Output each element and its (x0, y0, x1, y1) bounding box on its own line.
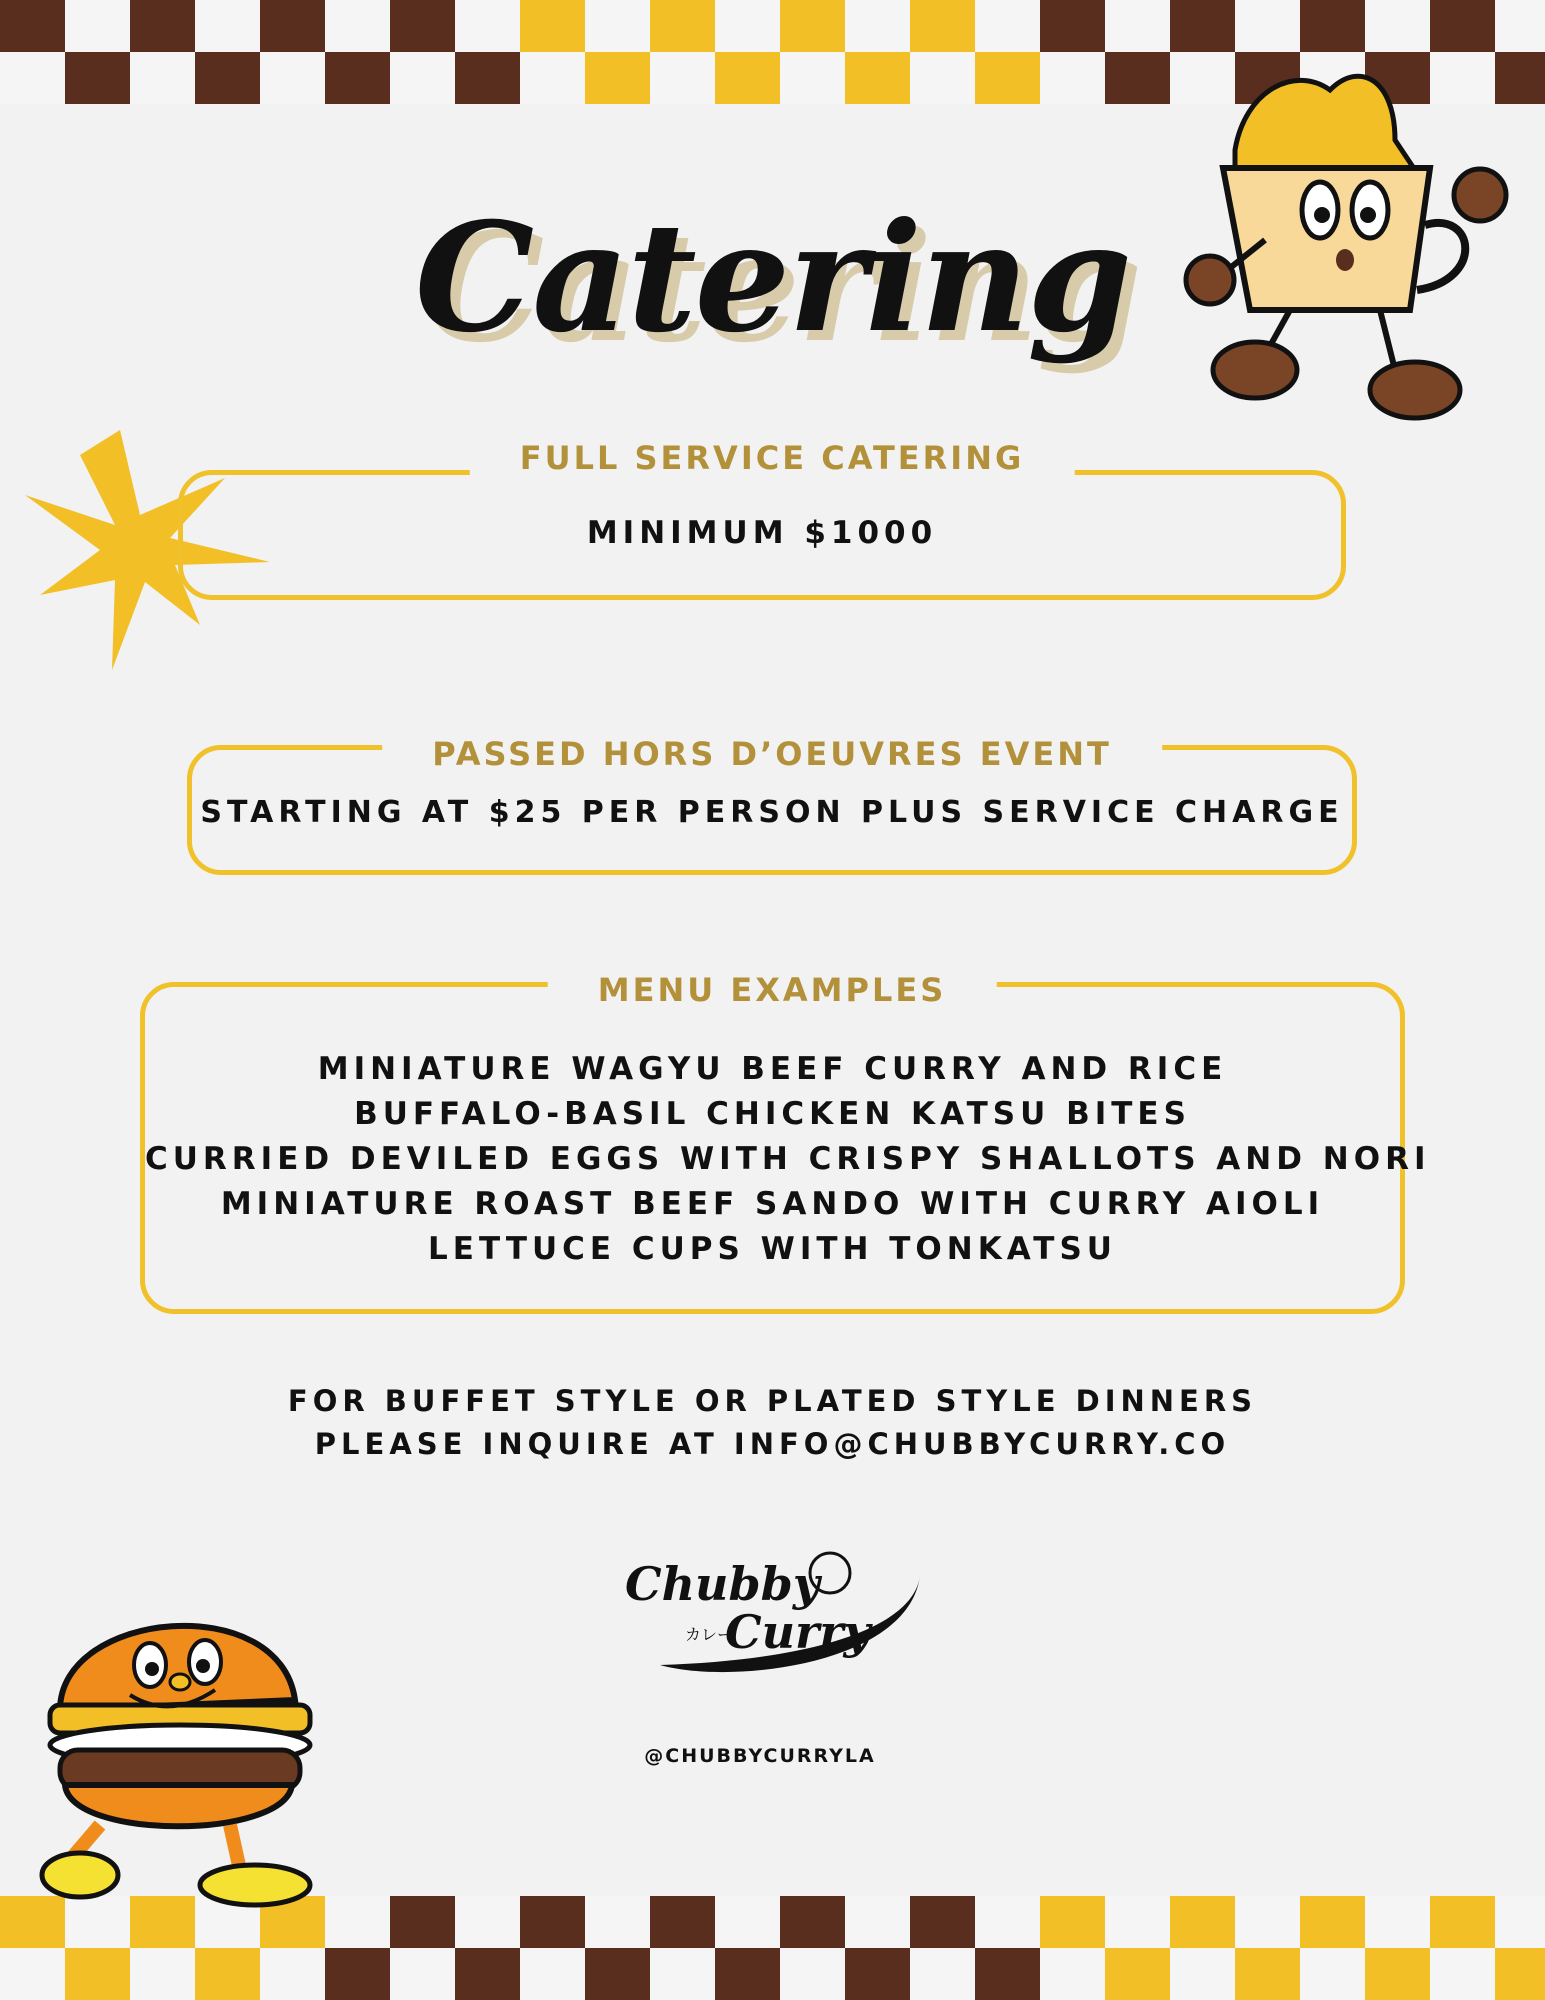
checker-square (195, 1948, 260, 2000)
checker-square (1365, 1948, 1430, 2000)
checker-square (650, 0, 715, 52)
checker-square (975, 52, 1040, 104)
checker-square (1040, 52, 1105, 104)
checker-square (845, 0, 910, 52)
checker-square (390, 1896, 455, 1948)
checker-square (1495, 1896, 1545, 1948)
checker-square (585, 0, 650, 52)
checker-square (845, 1896, 910, 1948)
checker-square (325, 1948, 390, 2000)
checker-square (1495, 1948, 1545, 2000)
checker-square (520, 0, 585, 52)
checker-square (845, 52, 910, 104)
checker-square (260, 1948, 325, 2000)
checker-square (1040, 1896, 1105, 1948)
checker-square (1235, 0, 1300, 52)
checker-square (130, 52, 195, 104)
checker-square (1235, 1896, 1300, 1948)
checker-square (1300, 1948, 1365, 2000)
checker-square (1430, 0, 1495, 52)
checker-square (1430, 1948, 1495, 2000)
checker-square (585, 1948, 650, 2000)
checker-square (455, 52, 520, 104)
logo-word-curry: Curry (725, 1605, 871, 1659)
checker-square (1040, 1948, 1105, 2000)
checker-square (780, 1896, 845, 1948)
checker-square (65, 1948, 130, 2000)
passed-hors-doeuvres-heading: PASSED HORS D’OEUVRES EVENT (382, 732, 1162, 776)
checker-square (455, 0, 520, 52)
checker-square (0, 0, 65, 52)
checker-square (1170, 1896, 1235, 1948)
mascot-burger-icon (30, 1570, 330, 1910)
checker-square (585, 52, 650, 104)
passed-hors-doeuvres-price: STARTING AT $25 PER PERSON PLUS SERVICE CHARGE (200, 795, 1344, 830)
checker-square (780, 52, 845, 104)
checker-square (975, 0, 1040, 52)
page-title: Catering (414, 190, 1131, 366)
checker-square (1170, 0, 1235, 52)
checker-square (1430, 1896, 1495, 1948)
checker-square (715, 0, 780, 52)
checker-square (0, 1948, 65, 2000)
full-service-catering-box (178, 470, 1346, 600)
checker-square (1235, 1948, 1300, 2000)
checker-square (910, 52, 975, 104)
menu-examples-list (145, 1047, 1431, 1272)
checker-square (1300, 0, 1365, 52)
checker-square (390, 1948, 455, 2000)
social-handle: @CHUBBYCURRYLA (644, 1745, 876, 1767)
menu-examples-box (140, 982, 1431, 1314)
checker-square (910, 1896, 975, 1948)
logo-japanese: カレー (685, 1625, 734, 1644)
checker-square (325, 1896, 390, 1948)
checker-square (715, 52, 780, 104)
checker-square (1365, 1896, 1430, 1948)
checker-square (455, 1948, 520, 2000)
checker-square (715, 1948, 780, 2000)
checker-square (975, 1948, 1040, 2000)
inquiry-text-line2: PLEASE INQUIRE AT INFO@CHUBBYCURRY.CO (314, 1427, 1231, 1461)
checker-square (260, 0, 325, 52)
checker-square (780, 1948, 845, 2000)
checker-square (455, 1896, 520, 1948)
inquiry-text-line1: FOR BUFFET STYLE OR PLATED STYLE DINNERS (287, 1384, 1258, 1418)
chubby-curry-logo (620, 1545, 930, 1685)
checker-square (975, 1896, 1040, 1948)
checker-square (130, 1948, 195, 2000)
checker-square (65, 52, 130, 104)
list-item: BUFFALO-BASIL CHICKEN KATSU BITES (354, 1096, 1191, 1132)
checker-square (585, 1896, 650, 1948)
checker-square (910, 0, 975, 52)
checker-square (520, 1896, 585, 1948)
checker-square (325, 52, 390, 104)
checker-square (520, 1948, 585, 2000)
checker-square (1300, 1896, 1365, 1948)
checker-square (1170, 1948, 1235, 2000)
checker-square (845, 1948, 910, 2000)
checker-square (1105, 1948, 1170, 2000)
checker-square (1365, 0, 1430, 52)
list-item: CURRIED DEVILED EGGS WITH CRISPY SHALLOTS AND NORI (145, 1141, 1431, 1177)
checker-square (1040, 0, 1105, 52)
checker-square (650, 1896, 715, 1948)
checker-square (65, 0, 130, 52)
checker-square (715, 1896, 780, 1948)
mascot-cup-icon (1155, 50, 1515, 440)
list-item: LETTUCE CUPS WITH TONKATSU (428, 1231, 1117, 1267)
checker-square (650, 1948, 715, 2000)
checker-square (195, 52, 260, 104)
checker-square (195, 0, 260, 52)
checker-square (650, 52, 715, 104)
checker-square (780, 0, 845, 52)
checker-square (390, 0, 455, 52)
full-service-minimum: MINIMUM $1000 (586, 515, 938, 551)
checker-square (325, 0, 390, 52)
list-item: MINIATURE WAGYU BEEF CURRY AND RICE (317, 1051, 1228, 1087)
list-item: MINIATURE ROAST BEEF SANDO WITH CURRY AIOLI (220, 1186, 1325, 1222)
checker-square (1105, 0, 1170, 52)
logo-word-chubby: Chubby (625, 1557, 820, 1611)
checker-square (910, 1948, 975, 2000)
menu-examples-heading: MENU EXAMPLES (548, 968, 997, 1012)
checker-square (260, 52, 325, 104)
bottom-checker-band (0, 1896, 1545, 2000)
checker-square (0, 52, 65, 104)
checker-square (1495, 0, 1545, 52)
full-service-catering-heading: FULL SERVICE CATERING (470, 436, 1075, 480)
checker-square (1105, 1896, 1170, 1948)
checker-square (390, 52, 455, 104)
checker-square (130, 0, 195, 52)
checker-square (520, 52, 585, 104)
